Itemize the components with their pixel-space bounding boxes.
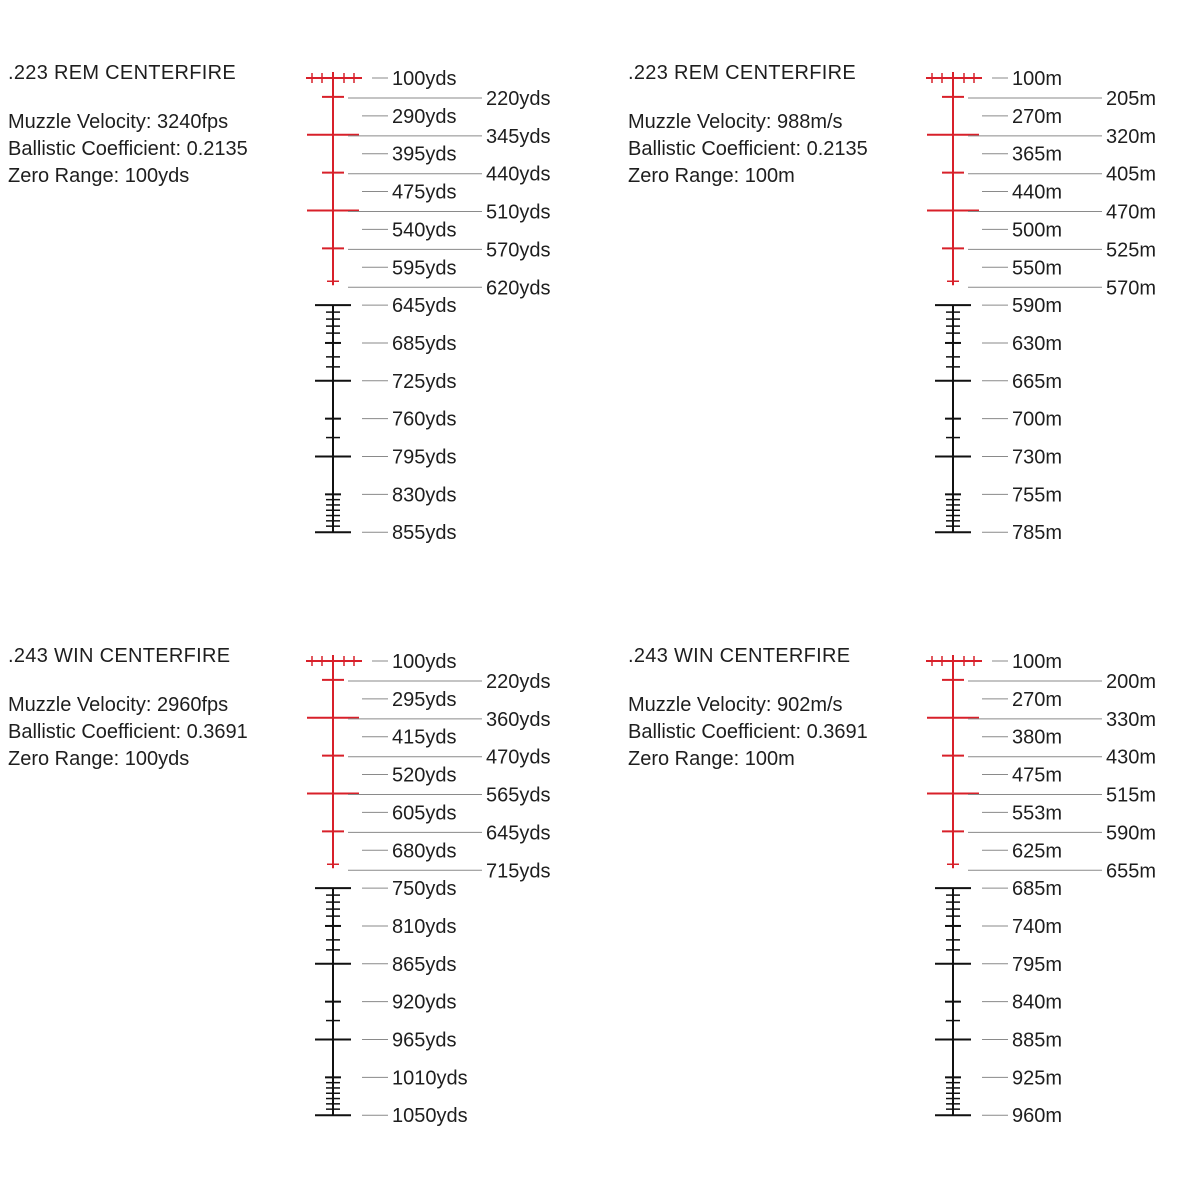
range-label: 415yds (392, 726, 457, 749)
range-label: 520yds (392, 764, 457, 787)
muzzle-velocity: Muzzle Velocity: 902m/s (628, 694, 843, 716)
range-label: 755m (1012, 484, 1063, 507)
range-label: 595yds (392, 257, 457, 280)
range-label: 440m (1012, 181, 1063, 204)
panel-243-win-meters (620, 583, 1200, 1183)
range-label: 725yds (392, 370, 457, 393)
range-label: 700m (1012, 408, 1063, 431)
range-label: 865yds (392, 953, 457, 976)
range-label: 1010yds (392, 1067, 468, 1090)
range-label: 345yds (486, 125, 551, 148)
range-label: 810yds (392, 915, 457, 938)
range-label: 270m (1012, 105, 1063, 128)
muzzle-velocity: Muzzle Velocity: 2960fps (8, 694, 229, 716)
bdc-reticle-diagram (0, 583, 600, 1183)
range-label: 553m (1012, 802, 1063, 825)
range-label: 100yds (392, 68, 457, 90)
range-label: 365m (1012, 143, 1063, 166)
range-label: 220yds (486, 88, 551, 110)
range-label: 550m (1012, 257, 1063, 280)
range-label: 655m (1106, 860, 1157, 883)
range-label: 840m (1012, 991, 1063, 1014)
range-label: 645yds (486, 822, 551, 845)
range-label: 380m (1012, 726, 1063, 749)
range-label: 100yds (392, 651, 457, 673)
range-label: 440yds (486, 163, 551, 186)
range-label: 205m (1106, 88, 1157, 110)
range-label: 540yds (392, 219, 457, 242)
range-label: 885m (1012, 1029, 1063, 1052)
range-label: 760yds (392, 408, 457, 431)
panel-223-rem-yards (0, 0, 600, 600)
range-label: 685m (1012, 878, 1063, 901)
muzzle-velocity: Muzzle Velocity: 988m/s (628, 111, 843, 133)
cartridge-title: .223 REM CENTERFIRE (628, 62, 856, 84)
ballistic-coefficient: Ballistic Coefficient: 0.2135 (8, 138, 248, 160)
cartridge-title: .223 REM CENTERFIRE (8, 62, 236, 84)
range-label: 470m (1106, 201, 1157, 224)
ballistic-coefficient: Ballistic Coefficient: 0.3691 (628, 721, 868, 743)
range-label: 680yds (392, 840, 457, 863)
range-label: 220yds (486, 671, 551, 693)
range-label: 500m (1012, 219, 1063, 242)
range-label: 290yds (392, 105, 457, 128)
zero-range: Zero Range: 100m (628, 748, 795, 770)
range-label: 515m (1106, 784, 1157, 807)
ballistic-coefficient: Ballistic Coefficient: 0.2135 (628, 138, 868, 160)
range-label: 630m (1012, 332, 1063, 355)
muzzle-velocity: Muzzle Velocity: 3240fps (8, 111, 229, 133)
range-label: 295yds (392, 688, 457, 711)
range-label: 590m (1012, 295, 1063, 318)
range-label: 750yds (392, 878, 457, 901)
range-label: 920yds (392, 991, 457, 1014)
range-label: 525m (1106, 239, 1157, 262)
range-label: 475m (1012, 764, 1063, 787)
ballistic-coefficient: Ballistic Coefficient: 0.3691 (8, 721, 248, 743)
range-label: 565yds (486, 784, 551, 807)
range-label: 785m (1012, 522, 1063, 545)
cartridge-title: .243 WIN CENTERFIRE (628, 645, 851, 667)
range-label: 685yds (392, 332, 457, 355)
range-label: 625m (1012, 840, 1063, 863)
range-label: 510yds (486, 201, 551, 224)
bdc-reticle-diagram (0, 0, 600, 600)
range-label: 430m (1106, 746, 1157, 769)
range-label: 1050yds (392, 1105, 468, 1128)
range-label: 200m (1106, 671, 1157, 693)
range-label: 570m (1106, 277, 1157, 300)
range-label: 405m (1106, 163, 1157, 186)
range-label: 100m (1012, 651, 1063, 673)
range-label: 715yds (486, 860, 551, 883)
range-label: 795yds (392, 446, 457, 469)
zero-range: Zero Range: 100m (628, 165, 795, 187)
panel-223-rem-meters (620, 0, 1200, 600)
range-label: 645yds (392, 295, 457, 318)
range-label: 330m (1106, 708, 1157, 731)
range-label: 100m (1012, 68, 1063, 90)
range-label: 730m (1012, 446, 1063, 469)
range-label: 360yds (486, 708, 551, 731)
bdc-reticle-diagram (620, 0, 1200, 600)
range-label: 620yds (486, 277, 551, 300)
range-label: 320m (1106, 125, 1157, 148)
bdc-reticle-diagram (620, 583, 1200, 1183)
range-label: 570yds (486, 239, 551, 262)
range-label: 590m (1106, 822, 1157, 845)
range-label: 665m (1012, 370, 1063, 393)
range-label: 270m (1012, 688, 1063, 711)
zero-range: Zero Range: 100yds (8, 165, 190, 187)
range-label: 470yds (486, 746, 551, 769)
range-label: 395yds (392, 143, 457, 166)
range-label: 925m (1012, 1067, 1063, 1090)
range-label: 605yds (392, 802, 457, 825)
range-label: 830yds (392, 484, 457, 507)
range-label: 855yds (392, 522, 457, 545)
cartridge-title: .243 WIN CENTERFIRE (8, 645, 231, 667)
panel-243-win-yards (0, 583, 600, 1183)
range-label: 960m (1012, 1105, 1063, 1128)
range-label: 475yds (392, 181, 457, 204)
zero-range: Zero Range: 100yds (8, 748, 190, 770)
range-label: 740m (1012, 915, 1063, 938)
range-label: 965yds (392, 1029, 457, 1052)
range-label: 795m (1012, 953, 1063, 976)
